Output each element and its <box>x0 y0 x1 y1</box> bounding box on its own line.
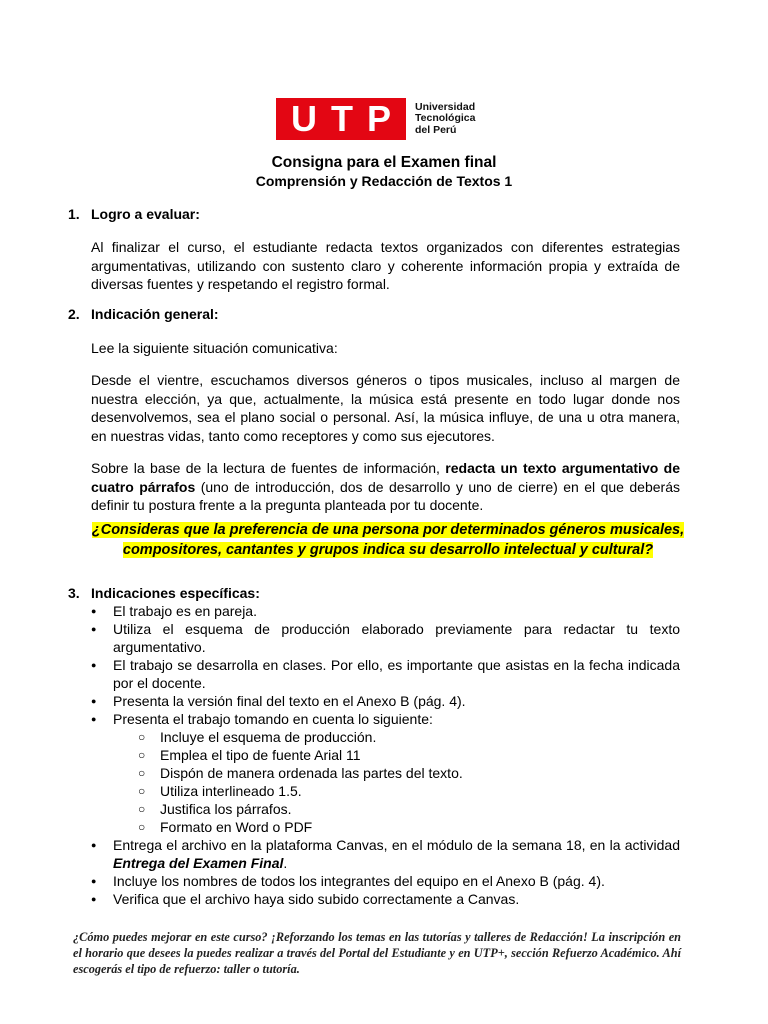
footer-text: ¿Cómo puedes mejorar en este curso? ¡Reforzando los temas en las tutorías y talleres de Redacción! La inscripción en el horario que desees la puedes realizar a través del Portal del Estudiante y en UTP+, sección Refuerzo Académico. Ahí escogerás el tipo de refuerzo: taller o tutoría. <box>73 930 681 976</box>
sublist-item: ○ Formato en Word o PDF <box>133 818 680 836</box>
list-item: ● Presenta la versión final del texto en el Anexo B (pág. 4). <box>86 692 680 710</box>
section-number: 2. <box>68 306 80 322</box>
list-item <box>86 836 680 872</box>
intro-paragraph: Lee la siguiente situación comunicativa: <box>91 340 338 356</box>
logo-wordmark <box>415 102 475 137</box>
question-line: compositores, cantantes y grupos indica su desarrollo intelectual y cultural? <box>122 542 654 558</box>
list-item-text: Presenta el trabajo tomando en cuenta lo siguiente: <box>113 711 433 727</box>
section-title: Logro a evaluar: <box>91 206 200 222</box>
list-item-text: Entrega el archivo en la plataforma Canvas, en el módulo de la semana 18, en la actividad <box>113 837 680 853</box>
format-sublist <box>113 728 680 836</box>
activity-name: Entrega del Examen Final <box>113 855 284 871</box>
list-item: ● El trabajo se desarrolla en clases. Por ello, es importante que asistas en la fecha indicada por el docente. <box>86 656 680 692</box>
task-paragraph <box>91 459 680 515</box>
logo-letter-t: T <box>330 98 353 139</box>
list-item <box>86 710 680 836</box>
sublist-item: ○ Emplea el tipo de fuente Arial 11 <box>133 746 680 764</box>
sublist-item: ○ Dispón de manera ordenada las partes del texto. <box>133 764 680 782</box>
sublist-item: ○ Justifica los párrafos. <box>133 800 680 818</box>
sublist-item: ○ Utiliza interlineado 1.5. <box>133 782 680 800</box>
instructions-list <box>86 602 680 908</box>
key-question <box>68 520 708 560</box>
logro-paragraph <box>91 238 680 294</box>
section-title: Indicaciones específicas: <box>91 585 260 601</box>
footer-note <box>73 929 681 977</box>
sublist-item: ○ Incluye el esquema de producción. <box>133 728 680 746</box>
list-item-punct: . <box>283 855 288 871</box>
list-item: ● Incluye los nombres de todos los integrantes del equipo en el Anexo B (pág. 4). <box>86 872 680 890</box>
task-text-bold: redacta un texto argumentativo de cuatro párrafos <box>91 460 681 495</box>
section-number: 3. <box>68 585 80 601</box>
situation-text: Desde el vientre, escuchamos diversos géneros o tipos musicales, incluso al margen de nuestra elección, ya que, actualmente, la música está presente en todo lugar donde nos desenvolvemos, sea el plano social o personal. Así, la música influye, de una u otra manera, en nuestras vidas, tanto como receptores y como sus ejecutores. <box>91 372 680 444</box>
situation-paragraph <box>91 371 680 445</box>
list-item: ● Verifica que el archivo haya sido subido correctamente a Canvas. <box>86 890 680 908</box>
logo-letter-u: U <box>290 98 317 139</box>
section-number: 1. <box>68 206 80 222</box>
logo-line: Tecnológica <box>415 112 476 125</box>
logro-text: Al finalizar el curso, el estudiante redacta textos organizados con diferentes estrategias argumentativas, utilizando con sustento claro y coherente información propia y extraída de diversas fuentes y respetando el registro formal. <box>91 239 680 292</box>
section-heading-logro <box>68 206 200 222</box>
page-title: Consigna para el Examen final <box>271 154 497 171</box>
logo-letter-p: P <box>366 98 391 139</box>
section-heading-indicaciones-especificas <box>68 585 260 601</box>
page-subtitle: Comprensión y Redacción de Textos 1 <box>255 173 513 189</box>
task-text-post: (uno de introducción, dos de desarrollo y uno de cierre) en el que deberás definir tu postura frente a la pregunta planteada por tu docente. <box>91 478 680 513</box>
task-text-pre: Sobre la base de la lectura de fuentes de información, <box>91 460 446 476</box>
logo-line: Universidad <box>415 100 476 113</box>
logo-mark <box>276 98 406 140</box>
question-line: ¿Consideras que la preferencia de una persona por determinados géneros musicales, <box>91 522 685 538</box>
utp-logo <box>276 98 475 140</box>
list-item: ● Utiliza el esquema de producción elaborado previamente para redactar tu texto argumentativo. <box>86 620 680 656</box>
section-title: Indicación general: <box>91 306 219 322</box>
list-item: ● El trabajo es en pareja. <box>86 602 680 620</box>
logo-line: del Perú <box>415 123 457 136</box>
section-heading-indicacion-general <box>68 306 219 322</box>
